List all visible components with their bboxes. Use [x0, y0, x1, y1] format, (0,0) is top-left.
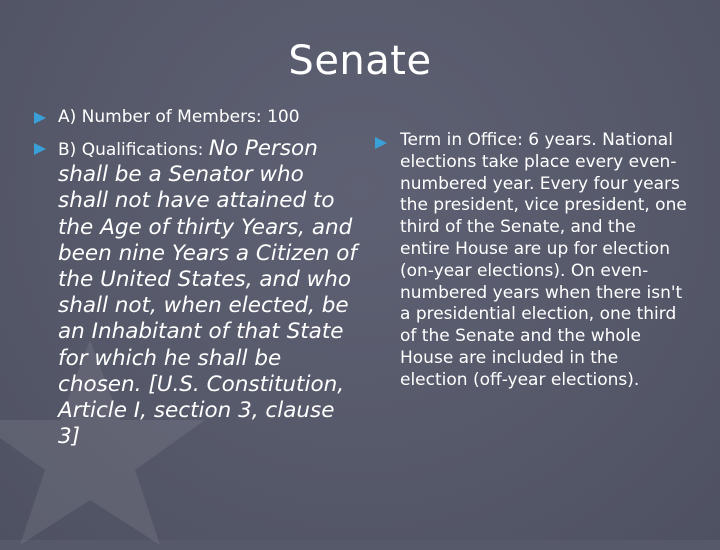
triangle-bullet-icon — [33, 111, 47, 125]
constitution-quote: No Person shall be a Senator who shall not have attained to the Age of thirty Years, and been nine Years a Citizen of the United States, and who shall not, when elected, be an Inhabitant of that State for which he shall be chosen. [U.S. Constitution, Article I, section 3, clause 3] — [58, 136, 357, 450]
triangle-bullet-icon — [33, 142, 47, 156]
triangle-bullet-icon — [374, 136, 388, 150]
slide-title: Senate — [288, 38, 432, 84]
qualifications-item — [58, 136, 358, 450]
term-in-office-item: Term in Office: 6 years. National elections take place every even-numbered year. Every four years the president, vice president, one third of the Senate, and the entire House are up for election (on-year elections). On even-numbered years when there isn't a presidential election, one third of the Senate and the whole House are included in the election (off-year elections). — [400, 130, 687, 390]
members-item: A) Number of Members: 100 — [58, 107, 300, 127]
qualifications-label: B) Qualifications: — [58, 140, 209, 160]
